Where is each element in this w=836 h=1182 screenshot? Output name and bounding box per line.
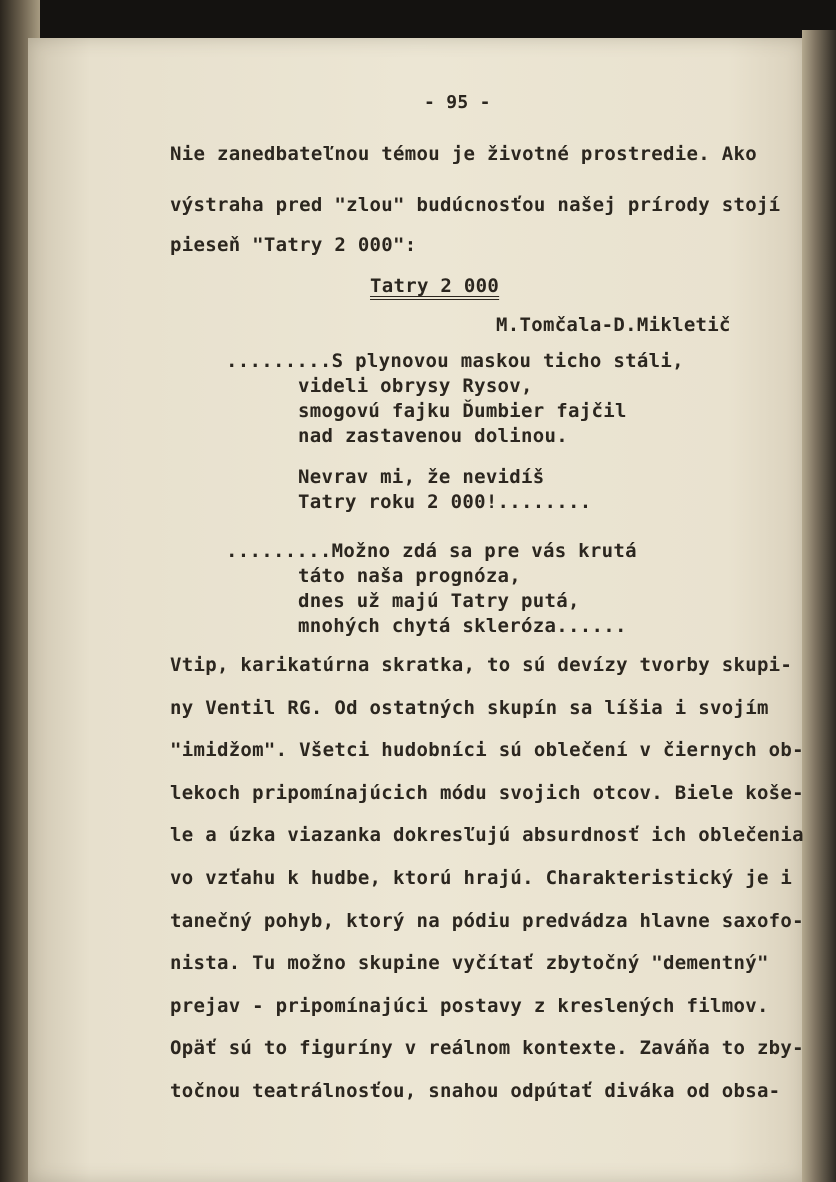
- body-line: Opäť sú to figuríny v reálnom kontexte. Zaváňa to zby-: [170, 1037, 804, 1059]
- verse-line: nad zastavenou dolinou.: [298, 425, 568, 447]
- verse-line: smogovú fajku Ďumbier fajčil: [298, 400, 627, 422]
- intro-line: Nie zanedbateľnou témou je životné prostredie. Ako: [170, 143, 757, 165]
- body-line: prejav - pripomínajúci postavy z kreslených filmov.: [170, 995, 769, 1017]
- body-line: ny Ventil RG. Od ostatných skupín sa líšia i svojím: [170, 697, 769, 719]
- intro-line: pieseň "Tatry 2 000":: [170, 234, 417, 256]
- body-line: "imidžom". Všetci hudobníci sú oblečení v čiernych ob-: [170, 739, 804, 761]
- intro-line: výstraha pred "zlou" budúcnosťou našej prírody stojí: [170, 194, 781, 216]
- verse-line: .........Možno zdá sa pre vás krutá: [226, 540, 637, 562]
- body-line: lekoch pripomínajúcich módu svojich otcov. Biele koše-: [170, 782, 804, 804]
- verse-line: táto naša prognóza,: [298, 565, 522, 587]
- body-line: nista. Tu možno skupine vyčítať zbytočný "dementný": [170, 952, 769, 974]
- verse-line: mnohých chytá skleróza......: [298, 615, 627, 637]
- body-line: tanečný pohyb, ktorý na pódiu predvádza hlavne saxofo-: [170, 910, 804, 932]
- body-line: vo vzťahu k hudbe, ktorú hrajú. Charakteristický je i: [170, 867, 793, 889]
- verse-line: Nevrav mi, že nevidíš: [298, 466, 545, 488]
- page-number: - 95 -: [424, 92, 491, 113]
- body-line: točnou teatrálnosťou, snahou odpútať diváka od obsa-: [170, 1080, 781, 1102]
- page-edge-shadow: [802, 30, 836, 1182]
- verse-line: videli obrysy Rysov,: [298, 375, 533, 397]
- verse-line: .........S plynovou maskou ticho stáli,: [226, 350, 684, 372]
- body-line: le a úzka viazanka dokresľujú absurdnosť ich oblečenia: [170, 824, 804, 846]
- verse-line: Tatry roku 2 000!........: [298, 491, 592, 513]
- body-line: Vtip, karikatúrna skratka, to sú devízy tvorby skupi-: [170, 654, 793, 676]
- verse-line: dnes už majú Tatry putá,: [298, 590, 580, 612]
- song-title: Tatry 2 000: [370, 275, 500, 297]
- song-author: M.Tomčala-D.Mikletič: [496, 314, 731, 336]
